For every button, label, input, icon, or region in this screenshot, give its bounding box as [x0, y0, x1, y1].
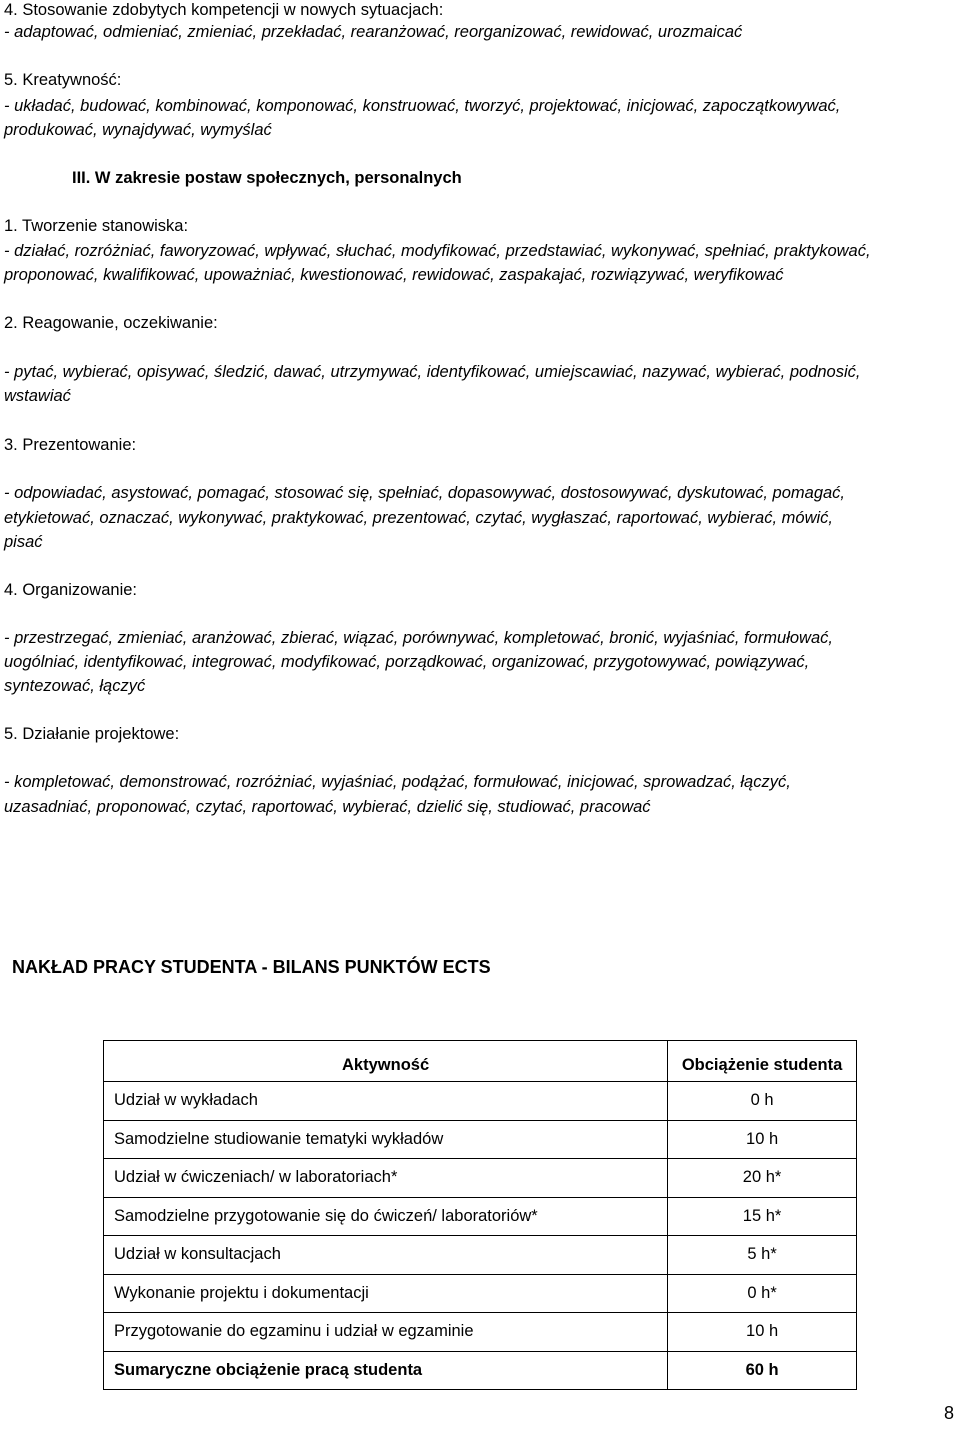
activity-cell: Udział w konsultacjach [104, 1236, 668, 1275]
item4-verbs: - adaptować, odmieniać, zmieniać, przekładać, rearanżować, reorganizować, rewidować, urozmaicać [4, 23, 743, 41]
total-value: 60 h [668, 1351, 857, 1390]
table-row [104, 1236, 857, 1275]
section3-heading: III. W zakresie postaw społecznych, personalnych [72, 169, 462, 187]
activity-cell: Przygotowanie do egzaminu i udział w egzaminie [104, 1313, 668, 1352]
s3-item1-verbs-line2: proponować, kwalifikować, upoważniać, kwestionować, rewidować, zaspakajać, rozwiązywać, weryfikować [4, 266, 784, 284]
table-row [104, 1159, 857, 1198]
activity-cell: Samodzielne studiowanie tematyki wykładów [104, 1120, 668, 1159]
total-label: Sumaryczne obciążenie pracą studenta [104, 1351, 668, 1390]
table-row [104, 1120, 857, 1159]
load-cell: 0 h* [668, 1274, 857, 1313]
table-row [104, 1313, 857, 1352]
item5-verbs-line2: produkować, wynajdywać, wymyślać [4, 121, 272, 139]
s3-item5-verbs-line1: - kompletować, demonstrować, rozróżniać, wyjaśniać, podążać, formułować, inicjować, sprowadzać, łączyć, [4, 773, 791, 791]
load-cell: 20 h* [668, 1159, 857, 1198]
s3-item4-title: 4. Organizowanie: [4, 581, 137, 599]
item5-title: 5. Kreatywność: [4, 71, 122, 89]
workload-section-title: NAKŁAD PRACY STUDENTA - BILANS PUNKTÓW ECTS [12, 957, 491, 977]
s3-item5-title: 5. Działanie projektowe: [4, 725, 180, 743]
s3-item2-verbs-line2: wstawiać [4, 387, 71, 405]
s3-item4-verbs-line1: - przestrzegać, zmieniać, aranżować, zbierać, wiązać, porównywać, kompletować, bronić, wyjaśniać, formułować, [4, 629, 833, 647]
total-row [104, 1351, 857, 1390]
load-cell: 10 h [668, 1313, 857, 1352]
table-row [104, 1197, 857, 1236]
s3-item3-title: 3. Prezentowanie: [4, 436, 137, 454]
s3-item2-verbs-line1: - pytać, wybierać, opisywać, śledzić, dawać, utrzymywać, identyfikować, umiejscawiać, nazywać, wybierać, podnosić, [4, 363, 861, 381]
s3-item3-verbs-line3: pisać [4, 533, 43, 551]
s3-item2-title: 2. Reagowanie, oczekiwanie: [4, 314, 218, 332]
activity-cell: Samodzielne przygotowanie się do ćwiczeń/ laboratoriów* [104, 1197, 668, 1236]
page-number: 8 [943, 1403, 954, 1423]
table-header-row [104, 1041, 857, 1082]
table-row [104, 1082, 857, 1121]
item4-title: 4. Stosowanie zdobytych kompetencji w nowych sytuacjach: [4, 1, 444, 19]
s3-item5-verbs-line2: uzasadniać, proponować, czytać, raportować, wybierać, dzielić się, studiować, pracować [4, 798, 651, 816]
s3-item3-verbs-line2: etykietować, oznaczać, wykonywać, praktykować, prezentować, czytać, wygłaszać, raportować, wybierać, mówić, [4, 509, 833, 527]
s3-item1-verbs-line1: - działać, rozróżniać, faworyzować, wpływać, słuchać, modyfikować, przedstawiać, wykonywać, spełniać, praktykować, [4, 242, 871, 260]
load-cell: 15 h* [668, 1197, 857, 1236]
s3-item3-verbs-line1: - odpowiadać, asystować, pomagać, stosować się, spełniać, dopasowywać, dostosowywać, dyskutować, pomagać, [4, 484, 846, 502]
load-cell: 5 h* [668, 1236, 857, 1275]
activity-cell: Udział w ćwiczeniach/ w laboratoriach* [104, 1159, 668, 1198]
activity-cell: Wykonanie projektu i dokumentacji [104, 1274, 668, 1313]
load-cell: 0 h [668, 1082, 857, 1121]
item5-verbs-line1: - układać, budować, kombinować, komponować, konstruować, tworzyć, projektować, inicjować, zapoczątkowywać, [4, 97, 841, 115]
s3-item1-title: 1. Tworzenie stanowiska: [4, 217, 189, 235]
s3-item4-verbs-line3: syntezować, łączyć [4, 677, 146, 695]
header-activity: Aktywność [104, 1041, 668, 1082]
table-row [104, 1274, 857, 1313]
activity-cell: Udział w wykładach [104, 1082, 668, 1121]
load-cell: 10 h [668, 1120, 857, 1159]
s3-item4-verbs-line2: uogólniać, identyfikować, integrować, modyfikować, porządkować, organizować, przygotowywać, powiązywać, [4, 653, 810, 671]
ects-workload-table [103, 1040, 857, 1390]
header-student-load: Obciążenie studenta [668, 1041, 857, 1082]
